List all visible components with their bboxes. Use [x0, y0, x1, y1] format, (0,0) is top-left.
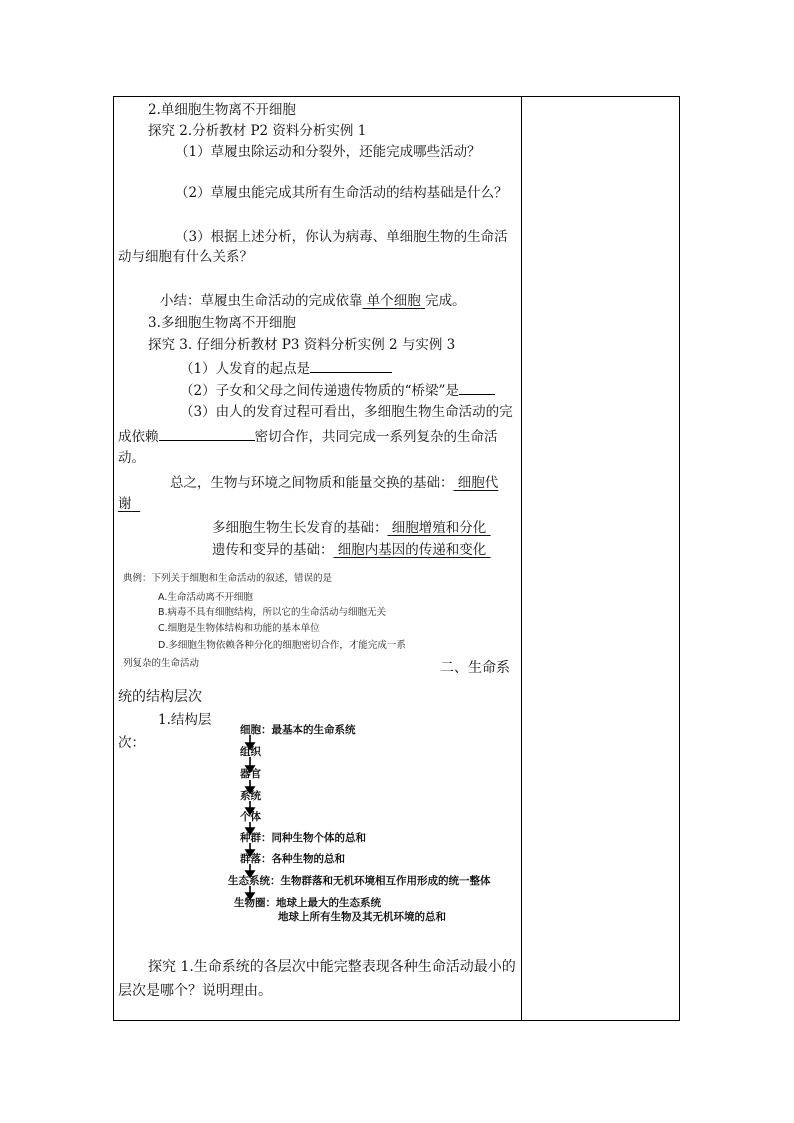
conclusion-line: 总之，生物与环境之间物质和能量交换的基础： 细胞代: [170, 475, 499, 491]
part-2-heading-b: 统的结构层次: [118, 689, 202, 705]
level-individual: 个体: [240, 811, 261, 823]
example-option-d: D.多细胞生物依赖各种分化的细胞密切合作，才能完成一系: [158, 640, 406, 651]
question-2-3-line2: 动与细胞有什么关系？: [118, 249, 253, 265]
level-biosphere-desc: 地球上所有生物及其无机环境的总和: [278, 911, 446, 923]
structure-level-a: 1.结构层: [158, 712, 212, 728]
summary-answer: 单个细胞: [366, 293, 421, 309]
question-3-1: （1）人发育的起点是: [180, 358, 392, 378]
growth-basis: 多细胞生物生长发育的基础： 细胞增殖和分化: [212, 520, 487, 536]
level-organ: 器官: [240, 768, 261, 780]
level-system: 系统: [240, 790, 261, 802]
conclusion-line2: 谢: [118, 496, 132, 512]
level-community: 群落：各种生物的总和: [240, 853, 345, 865]
explore-final-line1: 探究 1.生命系统的各层次中能完整表现各种生命活动最小的: [148, 959, 516, 975]
part-2-heading-a: 二、生命系: [440, 660, 510, 676]
example-option-a: A.生命活动离不开细胞: [158, 592, 253, 603]
example-option-b: B.病毒不具有细胞结构，所以它的生命活动与细胞无关: [158, 607, 387, 618]
structure-level-b: 次：: [118, 735, 145, 751]
conclusion-answer: 细胞代: [457, 475, 499, 491]
level-cell: 细胞：最基本的生命系统: [240, 724, 356, 736]
question-3-2: （2）子女和父母之间传递遗传物质的“桥梁”是: [180, 380, 495, 400]
question-2-3-line1: （3）根据上述分析，你认为病毒、单细胞生物的生命活: [175, 229, 508, 245]
explore-final-line2: 层次是哪个？说明理由。: [118, 983, 272, 999]
heredity-basis: 遗传和变异的基础： 细胞内基因的传递和变化: [212, 542, 487, 558]
question-3-3-line1: （3）由人的发育过程可看出，多细胞生物生命活动的完: [180, 404, 513, 420]
question-2-1: （1）草履虫除运动和分裂外，还能完成哪些活动？: [175, 144, 481, 160]
level-biosphere: 生物圈：地球上最大的生态系统: [234, 897, 381, 909]
summary-prefix: 小结：草履虫生命活动的完成依靠: [160, 293, 363, 309]
level-tissue: 组织: [240, 746, 261, 758]
section-2-heading: 2.单细胞生物离不开细胞: [148, 102, 296, 118]
example-option-c: C.细胞是生物体结构和功能的基本单位: [158, 623, 320, 634]
explore-3: 探究 3. 仔细分析教材 P3 资料分析实例 2 与实例 3: [148, 337, 456, 353]
example-option-d-cont: 列复杂的生命活动: [123, 658, 200, 669]
level-ecosystem: 生态系统：生物群落和无机环境相互作用形成的统一整体: [228, 875, 491, 887]
level-population: 种群：同种生物个体的总和: [240, 832, 366, 844]
summary-suffix: 完成。: [425, 293, 466, 309]
question-3-3-line2: 成依赖 密切合作，共同完成一系列复杂的生命活: [118, 426, 498, 446]
question-3-3-line3: 动。: [118, 450, 145, 466]
example-stem: 典例：下列关于细胞和生命活动的叙述，错误的是: [123, 573, 333, 584]
explore-2: 探究 2.分析教材 P2 资料分析实例 1: [148, 123, 367, 139]
section-3-heading: 3.多细胞生物离不开细胞: [148, 315, 296, 331]
question-2-2: （2）草履虫能完成其所有生命活动的结构基础是什么？: [175, 185, 508, 201]
